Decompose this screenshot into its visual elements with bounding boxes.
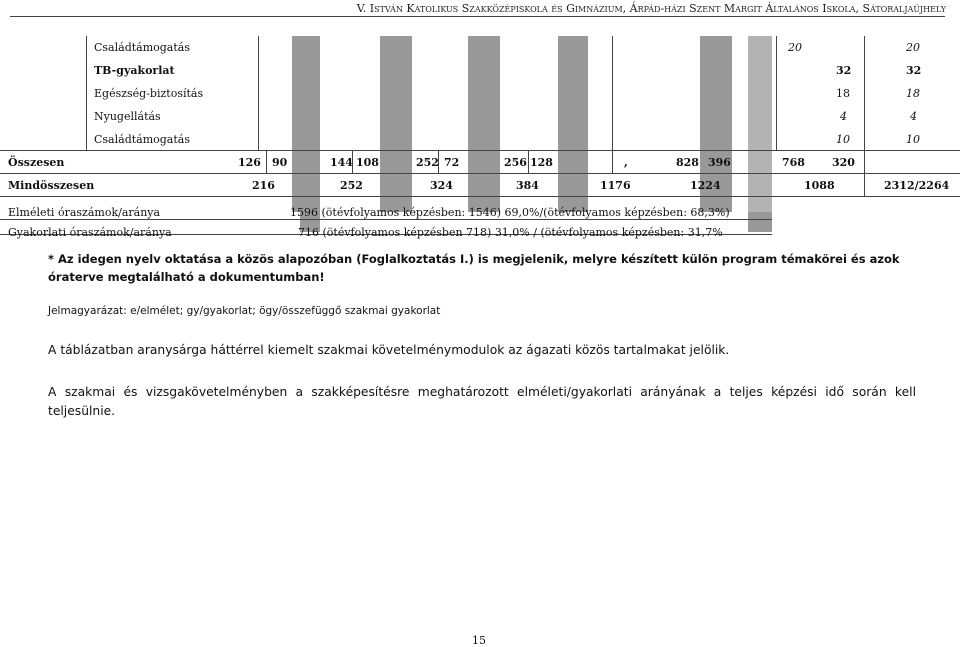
elmeleti-label: Elméleti óraszámok/aránya xyxy=(8,206,161,219)
mindosszesen-value: 1176 xyxy=(600,179,631,192)
gyakorlati-label: Gyakorlati óraszámok/aránya xyxy=(8,226,172,239)
grid-line xyxy=(0,219,772,220)
osszesen-value: 108 xyxy=(356,156,379,169)
mindosszesen-value: 384 xyxy=(516,179,539,192)
grid-line xyxy=(528,151,529,173)
header-rule xyxy=(10,16,945,17)
osszesen-label: Összesen xyxy=(8,156,65,169)
shaded-column xyxy=(380,36,412,212)
row-label: Családtámogatás xyxy=(94,133,190,146)
osszesen-value: 72 xyxy=(444,156,460,169)
cell-value: 4 xyxy=(910,110,917,123)
grid-line xyxy=(0,196,960,197)
osszesen-value: , xyxy=(624,156,628,169)
grid-line xyxy=(864,36,865,196)
osszesen-value: 126 xyxy=(238,156,261,169)
cell-value: 10 xyxy=(836,133,850,146)
grid-line xyxy=(266,151,267,173)
idegen-nyelv-note: * Az idegen nyelv oktatása a közös alapozóban (Foglalkoztatás I.) is megjelenik, melyre készített külön program témakörei és azok óraterve megtalálható a dokumentumban! xyxy=(48,252,900,284)
grid-line xyxy=(258,36,259,151)
osszesen-value: 768 xyxy=(782,156,805,169)
mindosszesen-value: 216 xyxy=(252,179,275,192)
grid-line xyxy=(612,36,613,173)
osszesen-value: 144 xyxy=(330,156,353,169)
row-label: Egészség-biztosítás xyxy=(94,87,204,100)
cell-value: 10 xyxy=(906,133,920,146)
elmeleti-value: 1596 (ötévfolyamos képzésben: 1546) 69,0%/(ötévfolyamos képzésben: 68,3%) xyxy=(290,206,730,219)
osszesen-value: 90 xyxy=(272,156,288,169)
grid-line xyxy=(0,173,960,174)
cell-value: 32 xyxy=(836,64,852,77)
shaded-column xyxy=(558,36,588,212)
osszesen-value: 320 xyxy=(832,156,855,169)
osszesen-value: 252 xyxy=(416,156,439,169)
row-label: Családtámogatás xyxy=(94,41,190,54)
grid-line xyxy=(0,150,960,151)
osszesen-value: 396 xyxy=(708,156,731,169)
grid-line xyxy=(86,36,87,151)
page-header: V. István Katolikus Szakközépiskola és Gimnázium, Árpád-házi Szent Margit Általános Iskola, Sátoraljaújhely xyxy=(356,2,946,15)
osszesen-value: 256 xyxy=(504,156,527,169)
row-label: TB-gyakorlat xyxy=(94,64,175,77)
mindosszesen-value: 2312/2264 xyxy=(884,179,950,192)
grid-line xyxy=(776,36,777,151)
mindosszesen-value: 1088 xyxy=(804,179,835,192)
page-number: 15 xyxy=(472,634,486,647)
shaded-column xyxy=(292,36,320,212)
shaded-column xyxy=(468,36,500,212)
paragraph: A szakmai és vizsgakövetelményben a szakképesítésre meghatározott elméleti/gyakorlati arányának a teljes képzési idő során kell teljesülnie. xyxy=(48,385,916,418)
legend-text: Jelmagyarázat: e/elmélet; gy/gyakorlat; ögy/összefüggő szakmai gyakorlat xyxy=(48,305,441,317)
mindosszesen-label: Mindösszesen xyxy=(8,179,95,192)
mindosszesen-value: 252 xyxy=(340,179,363,192)
cell-value: 4 xyxy=(840,110,847,123)
shaded-column xyxy=(748,36,772,212)
cell-value: 18 xyxy=(836,87,850,100)
osszesen-value: 128 xyxy=(530,156,553,169)
mindosszesen-value: 324 xyxy=(430,179,453,192)
cell-value: 20 xyxy=(906,41,920,54)
curriculum-table xyxy=(0,36,960,246)
row-label: Nyugellátás xyxy=(94,110,161,123)
paragraph: A táblázatban aranysárga háttérrel kiemelt szakmai követelménymodulok az ágazati közös tartalmakat jelölik. xyxy=(48,343,730,357)
cell-value: 20 xyxy=(788,41,802,54)
osszesen-value: 828 xyxy=(676,156,699,169)
mindosszesen-value: 1224 xyxy=(690,179,721,192)
cell-value: 32 xyxy=(906,64,922,77)
cell-value: 18 xyxy=(906,87,920,100)
gyakorlati-value: 716 (ötévfolyamos képzésben 718) 31,0% / (ötévfolyamos képzésben: 31,7% xyxy=(298,226,723,239)
shaded-column xyxy=(748,212,772,232)
